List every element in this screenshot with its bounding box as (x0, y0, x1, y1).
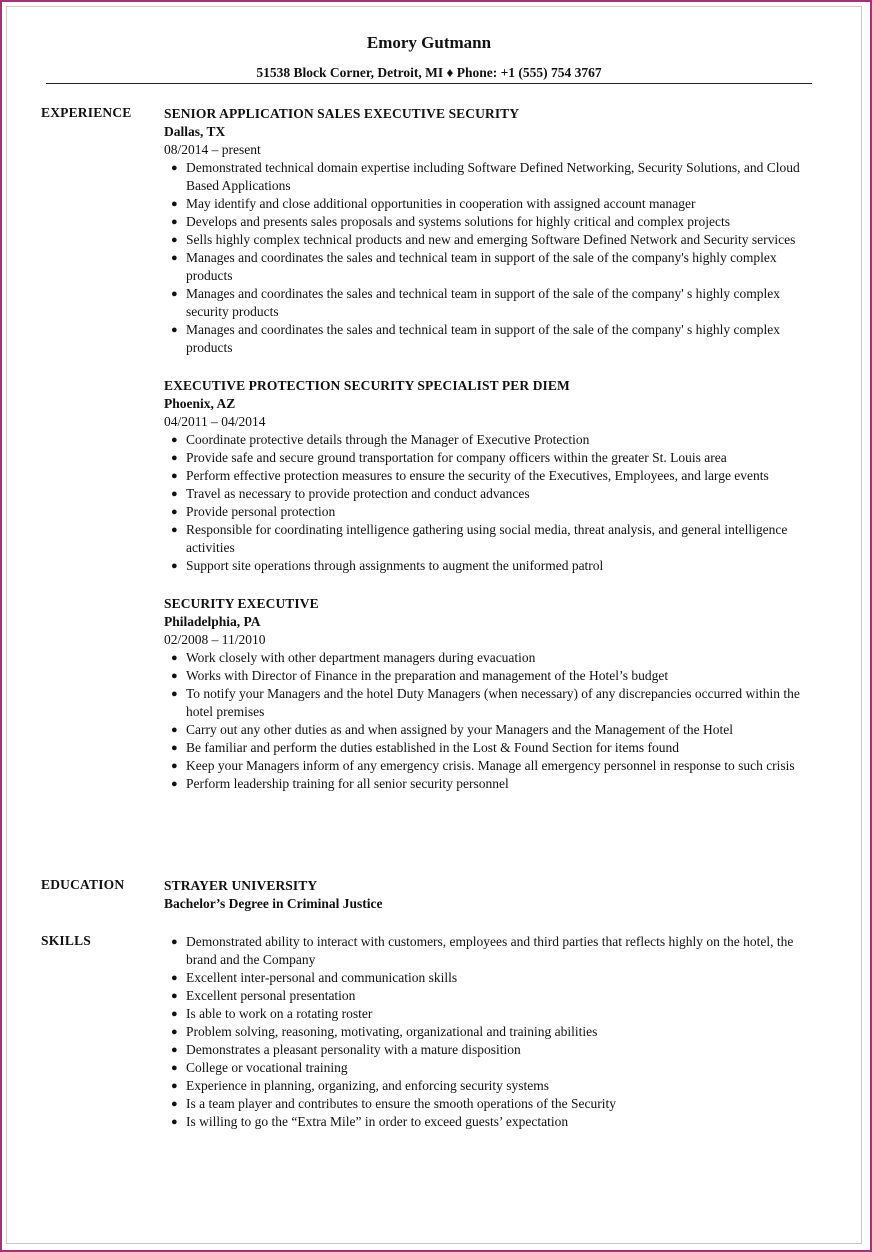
skill-text: Problem solving, reasoning, motivating, organizational and training abilities (186, 1024, 598, 1039)
degree-name: Bachelor’s Degree in Criminal Justice (164, 896, 383, 911)
list-item (171, 159, 824, 195)
bullet-text: Perform leadership training for all senior security personnel (186, 776, 509, 791)
bullet-text: Be familiar and perform the duties established in the Lost & Found Section for items found (186, 740, 680, 755)
list-item (171, 721, 824, 739)
bullet-text: Manages and coordinates the sales and technical team in support of the sale of the company' s highly complex products (186, 322, 781, 355)
bullet-text: Sells highly complex technical products and new and emerging Software Defined Network and Security services (186, 232, 796, 247)
list-item (171, 987, 824, 1005)
list-item (171, 667, 824, 685)
bullet-icon: ● (171, 234, 178, 246)
job-title: EXECUTIVE PROTECTION SECURITY SPECIALIST PER DIEM (164, 378, 570, 393)
job-entry (164, 595, 824, 793)
list-item (171, 1023, 824, 1041)
bullet-icon: ● (171, 216, 178, 228)
bullet-text: Manages and coordinates the sales and technical team in support of the sale of the company's highly complex products (186, 250, 777, 283)
bullet-icon: ● (171, 972, 178, 984)
bullet-icon: ● (171, 990, 178, 1002)
skill-text: College or vocational training (186, 1060, 348, 1075)
list-item (171, 321, 824, 357)
bullet-icon: ● (171, 742, 178, 754)
bullet-text: To notify your Managers and the hotel Duty Managers (when necessary) of any discrepancies occurred within the hotel premises (186, 686, 800, 719)
bullet-text: Develops and presents sales proposals and systems solutions for highly critical and complex projects (186, 214, 731, 229)
school-name: STRAYER UNIVERSITY (164, 878, 318, 893)
bullet-icon: ● (171, 252, 178, 264)
list-item (171, 1113, 824, 1131)
bullet-text: Provide safe and secure ground transportation for company officers within the greater St. Louis area (186, 450, 727, 465)
bullet-icon: ● (171, 506, 178, 518)
list-item (171, 969, 824, 987)
bullet-text: Support site operations through assignments to augment the uniformed patrol (186, 558, 604, 573)
job-dates: 08/2014 – present (164, 142, 261, 157)
list-item (171, 775, 824, 793)
skill-text: Is able to work on a rotating roster (186, 1006, 373, 1021)
bullet-icon: ● (171, 1008, 178, 1020)
list-item (171, 503, 824, 521)
experience-section (164, 105, 824, 813)
list-item (171, 739, 824, 757)
job-bullets (164, 649, 824, 793)
bullet-icon: ● (171, 670, 178, 682)
bullet-text: Works with Director of Finance in the preparation and management of the Hotel’s budget (186, 668, 669, 683)
list-item (171, 1077, 824, 1095)
list-item (171, 933, 824, 969)
bullet-icon: ● (171, 288, 178, 300)
bullet-icon: ● (171, 488, 178, 500)
list-item (171, 249, 824, 285)
skills-section (164, 933, 824, 1131)
list-item (171, 195, 824, 213)
education-section (164, 877, 824, 913)
list-item (171, 1059, 824, 1077)
job-location: Phoenix, AZ (164, 396, 236, 411)
header-divider (46, 83, 812, 84)
bullet-icon: ● (171, 470, 178, 482)
bullet-icon: ● (171, 652, 178, 664)
bullet-icon: ● (171, 162, 178, 174)
bullet-icon: ● (171, 1044, 178, 1056)
bullet-icon: ● (171, 452, 178, 464)
bullet-text: Work closely with other department managers during evacuation (186, 650, 536, 665)
job-entry (164, 105, 824, 357)
bullet-icon: ● (171, 1026, 178, 1038)
bullet-icon: ● (171, 324, 178, 336)
bullet-icon: ● (171, 688, 178, 700)
section-label-experience: EXPERIENCE (41, 105, 132, 120)
bullet-text: Carry out any other duties as and when assigned by your Managers and the Management of the Hotel (186, 722, 733, 737)
bullet-icon: ● (171, 778, 178, 790)
skill-text: Demonstrates a pleasant personality with a mature disposition (186, 1042, 521, 1057)
bullet-icon: ● (171, 524, 178, 536)
job-location: Dallas, TX (164, 124, 226, 139)
bullet-text: Coordinate protective details through the Manager of Executive Protection (186, 432, 590, 447)
job-bullets (164, 159, 824, 357)
bullet-icon: ● (171, 198, 178, 210)
list-item (171, 757, 824, 775)
bullet-text: Responsible for coordinating intelligence gathering using social media, threat analysis, and general intelligence activities (186, 522, 788, 555)
bullet-icon: ● (171, 1098, 178, 1110)
job-title: SECURITY EXECUTIVE (164, 596, 319, 611)
job-entry (164, 377, 824, 575)
list-item (171, 285, 824, 321)
job-title: SENIOR APPLICATION SALES EXECUTIVE SECURITY (164, 106, 520, 121)
job-bullets (164, 431, 824, 575)
job-location: Philadelphia, PA (164, 614, 261, 629)
list-item (171, 485, 824, 503)
bullet-text: Manages and coordinates the sales and technical team in support of the sale of the company' s highly complex security products (186, 286, 781, 319)
bullet-text: Keep your Managers inform of any emergency crisis. Manage all emergency personnel in response to such crisis (186, 758, 795, 773)
bullet-text: Perform effective protection measures to ensure the security of the Executives, Employees, and large events (186, 468, 769, 483)
skill-text: Is a team player and contributes to ensure the smooth operations of the Security (186, 1096, 617, 1111)
list-item (171, 685, 824, 721)
bullet-icon: ● (171, 1116, 178, 1128)
resume-contact: 51538 Block Corner, Detroit, MI ♦ Phone: +1 (555) 754 3767 (256, 65, 602, 80)
list-item (171, 231, 824, 249)
bullet-icon: ● (171, 936, 178, 948)
skills-list (164, 933, 824, 1131)
list-item (171, 557, 824, 575)
bullet-icon: ● (171, 560, 178, 572)
bullet-icon: ● (171, 760, 178, 772)
bullet-icon: ● (171, 1080, 178, 1092)
bullet-icon: ● (171, 434, 178, 446)
list-item (171, 1095, 824, 1113)
list-item (171, 521, 824, 557)
skill-text: Experience in planning, organizing, and enforcing security systems (186, 1078, 550, 1093)
list-item (171, 431, 824, 449)
bullet-icon: ● (171, 724, 178, 736)
section-label-skills: SKILLS (41, 933, 91, 948)
section-label-education: EDUCATION (41, 877, 125, 892)
resume-name: Emory Gutmann (366, 33, 492, 52)
bullet-text: May identify and close additional opportunities in cooperation with assigned account manager (186, 196, 696, 211)
skill-text: Excellent personal presentation (186, 988, 356, 1003)
list-item (171, 467, 824, 485)
bullet-text: Provide personal protection (186, 504, 336, 519)
job-dates: 02/2008 – 11/2010 (164, 632, 266, 647)
skill-text: Is willing to go the “Extra Mile” in order to exceed guests’ expectation (186, 1114, 569, 1129)
skill-text: Excellent inter-personal and communication skills (186, 970, 458, 985)
bullet-text: Travel as necessary to provide protection and conduct advances (186, 486, 530, 501)
list-item (171, 449, 824, 467)
list-item (171, 1005, 824, 1023)
job-dates: 04/2011 – 04/2014 (164, 414, 266, 429)
list-item (171, 213, 824, 231)
bullet-text: Demonstrated technical domain expertise including Software Defined Networking, Security Solutions, and Cloud Based Applications (186, 160, 800, 193)
list-item (171, 649, 824, 667)
bullet-icon: ● (171, 1062, 178, 1074)
skill-text: Demonstrated ability to interact with customers, employees and third parties that reflects highly on the hotel, the brand and the Company (186, 934, 794, 967)
list-item (171, 1041, 824, 1059)
